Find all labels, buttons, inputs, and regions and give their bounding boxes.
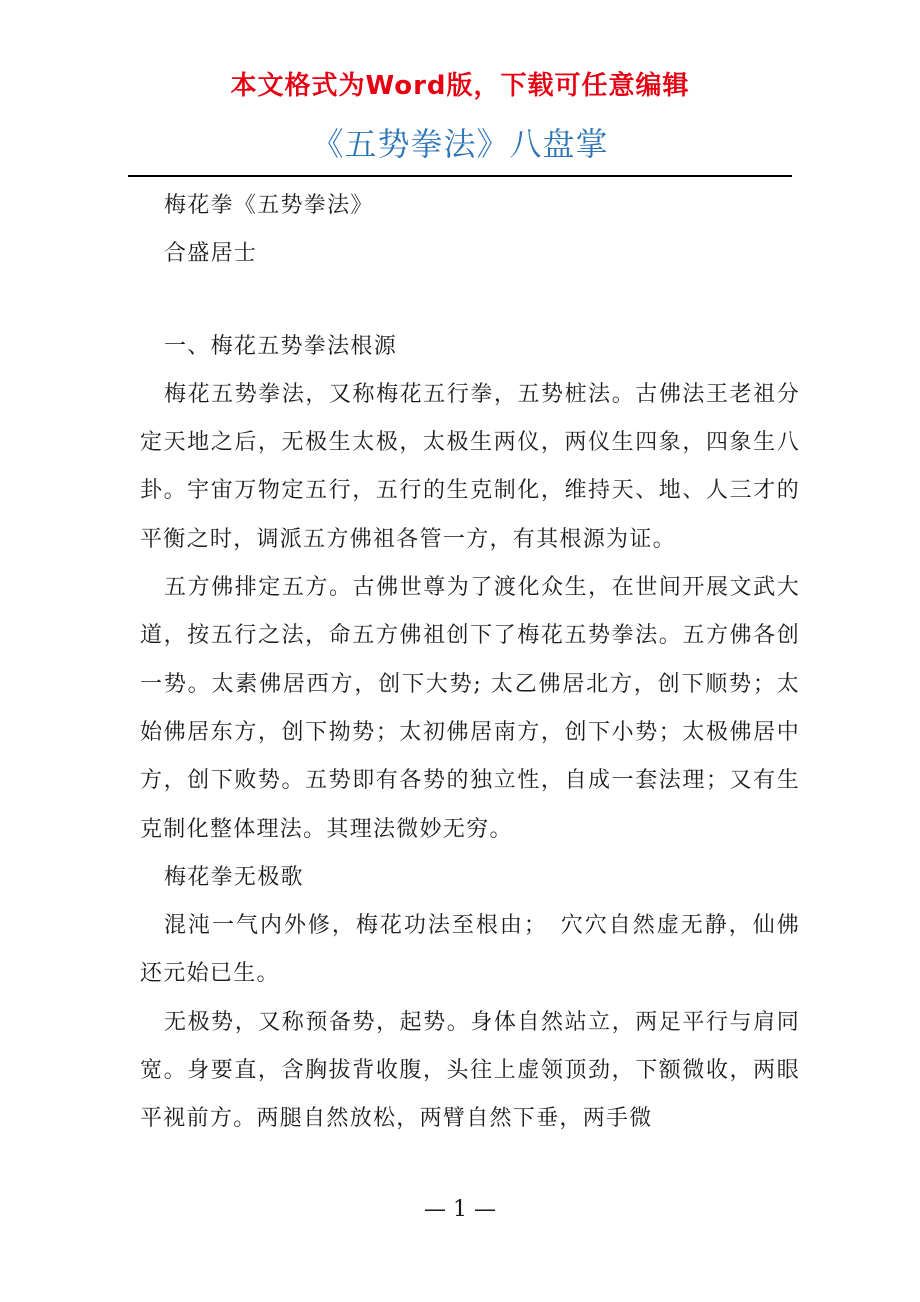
title-divider [128,175,792,177]
document-body [140,182,800,1144]
section-heading: 一、梅花五势拳法根源 [164,333,398,359]
format-banner: 本文格式为Word版，下载可任意编辑 [230,71,690,101]
song-verse: 混沌一气内外修，梅花功法至根由； 穴穴自然虚无静，仙佛还元始已生。 [140,913,800,987]
song-title: 梅花拳无极歌 [164,864,304,890]
author-line: 合盛居士 [164,241,258,267]
document-title: 《五势拳法》八盘掌 [311,125,609,163]
page-number: — 1 — [424,1197,496,1222]
subtitle-line: 梅花拳《五势拳法》 [164,193,374,218]
paragraph: 梅花五势拳法，又称梅花五行拳，五势桩法。古佛法王老祖分定天地之后，无极生太极，太极生两仪，两仪生四象，四象生八卦。宇宙万物定五行，五行的生克制化，维持天、地、人三才的平衡之时，调派五方佛祖各管一方，有其根源为证。 [140,381,800,552]
paragraph: 无极势，又称预备势，起势。身体自然站立，两足平行与肩同宽。身要直，含胸拔背收腹，头往上虚领顶劲，下额微收，两眼平视前方。两腿自然放松，两臂自然下垂，两手微 [140,1009,800,1132]
paragraph: 五方佛排定五方。古佛世尊为了渡化众生，在世间开展文武大道，按五行之法，命五方佛祖创下了梅花五势拳法。五方佛各创一势。太素佛居西方，创下大势; 太乙佛居北方，创下顺势；太始佛居东方，创下拗势；太初佛居南方，创下小势；太极佛居中方，创下败势。五势即有各势的独立性，自成一套法理；又有生克制化整体理法。其理法微妙无穷。 [140,575,800,842]
